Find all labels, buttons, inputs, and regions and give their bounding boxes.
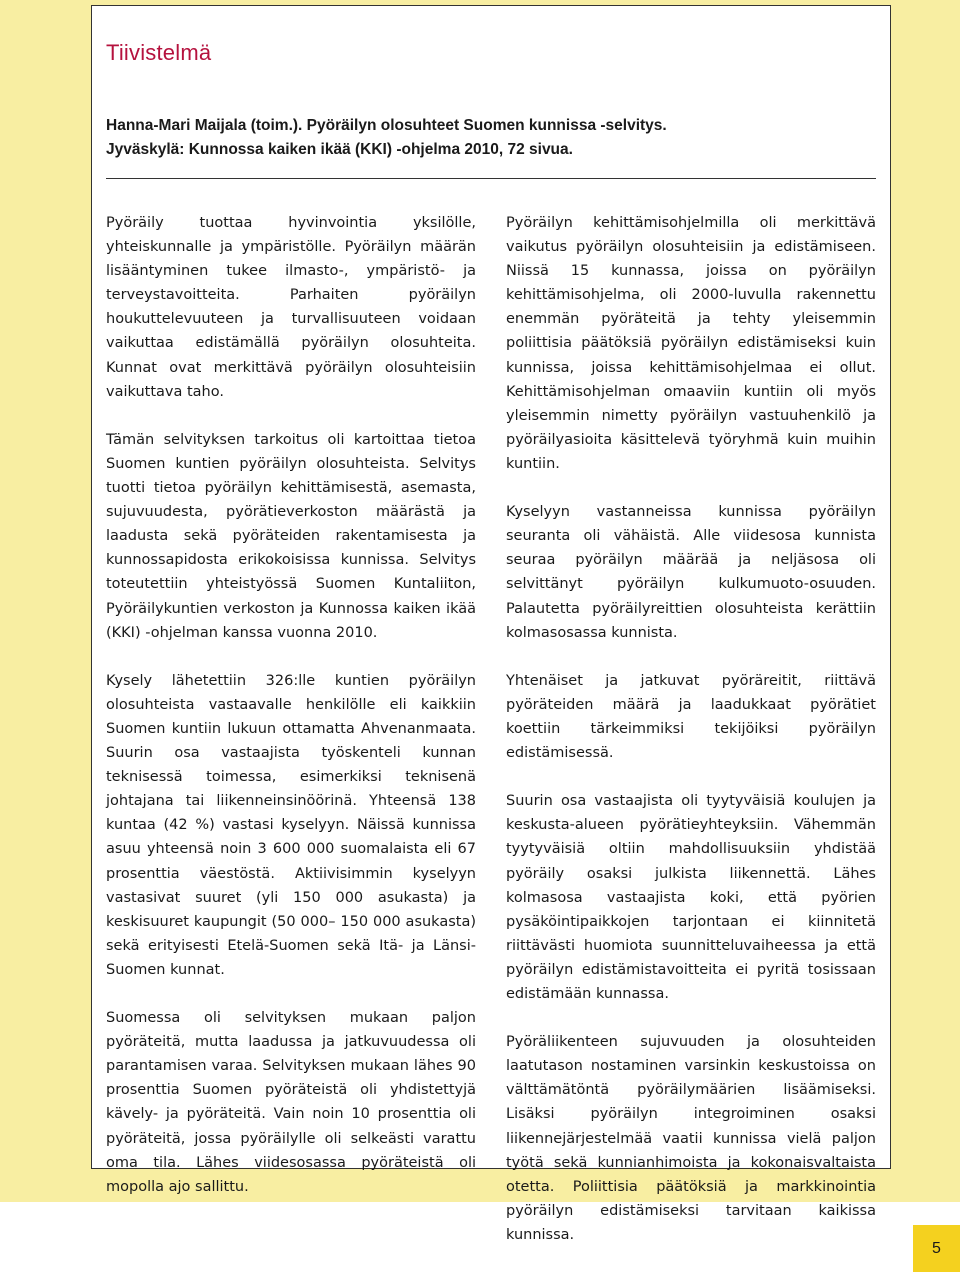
page-number: 5 [913, 1225, 960, 1272]
paragraph: Pyöräily tuottaa hyvinvointia yksilölle, yhteiskunnalle ja ympäristölle. Pyöräilyn määrän lisääntyminen tukee ilmasto-, ympäristö- ja terveystavoitteita. Parhaiten pyöräilyn houkuttelevuuteen ja turvallisuuteen voidaan vaikuttaa edistämällä pyöräilyn olosuhteita. Kunnat ovat merkittävä pyöräilyn olosuhteisiin vaikuttava taho. [106, 215, 476, 400]
left-column [106, 211, 476, 1223]
reference-line-1: Hanna-Mari Maijala (toim.). Pyöräilyn olosuhteet Suomen kunnissa -selvitys. [106, 117, 667, 134]
paragraph: Tämän selvityksen tarkoitus oli kartoittaa tietoa Suomen kuntien pyöräilyn olosuhteista. Selvitys tuotti tietoa pyöräilyn kehittämisestä, asemasta, sujuvuudesta, pyörätieverkoston määrästä ja laadusta sekä pyöräteiden rakentamisesta ja kunnossapidosta erikokoisissa kunnissa. Selvitys toteutettiin yhteistyössä Suomen Kuntaliiton, Pyöräilykuntien verkoston ja Kunnossa kaiken ikää (KKI) -ohjelman kanssa vuonna 2010. [106, 431, 476, 641]
paragraph: Kysely lähetettiin 326:lle kuntien pyöräilyn olosuhteista vastaavalle henkilölle eli kaikkiin Suomen kuntiin lukuun ottamatta Ahvenanmaata. Suurin osa vastaajista työskenteli kunnan teknisessä toimessa, esimerkiksi teknisenä johtajana tai liikenneinsinöörinä. Yhteensä 138 kuntaa (42 %) vastasi kyselyyn. Näissä kunnissa asuu yhteensä noin 3 600 000 suomalaista eli 67 prosenttia väestöstä. Aktiivisimmin kyselyyn vastasivat suuret (yli 150 000 asukasta) ja keskisuuret kaupungit (50 000– 150 000 asukasta) sekä erityisesti Etelä-Suomen sekä Itä- ja Länsi-Suomen kunnat. [106, 672, 476, 978]
page-title: Tiivistelmä [106, 40, 212, 65]
paragraph: Kyselyyn vastanneissa kunnissa pyöräilyn seuranta oli vähäistä. Alle viidesosa kunnista seuraa pyöräilyn määrää ja neljäsosa oli selvittänyt pyöräilyn kulkumuoto-osuuden. Palautetta pyöräilyreittien olosuhteista kerättiin kolmasosassa kunnista. [506, 504, 876, 641]
reference-line-2: Jyväskylä: Kunnossa kaiken ikää (KKI) -ohjelma 2010, 72 sivua. [106, 141, 573, 158]
bibliographic-reference [106, 114, 886, 162]
paragraph: Yhtenäiset ja jatkuvat pyöräreitit, riittävä pyöräteiden määrä ja laadukkaat pyörätiet koettiin tärkeimmiksi tekijöiksi pyöräilyn edistämisessä. [506, 672, 876, 762]
right-column [506, 211, 876, 1271]
divider-rule [106, 178, 876, 179]
paragraph: Pyöräilyn kehittämisohjelmilla oli merkittävä vaikutus pyöräilyn olosuhteisiin ja edistämiseen. Niissä 15 kunnassa, joissa on pyöräilyn kehittämisohjelma, oli 2000-luvulla rakennettu enemmän pyöräteitä ja tehty yleisemmin poliittisia päätöksiä pyöräilyn edistämiseksi kuin kunnissa, joissa kehittämisohjelmaa ei ollut. Kehittämisohjelman omaaviin kuntiin oli myös yleisemmin nimetty pyöräilyn vastuuhenkilö ja pyöräilyasioita käsittelevä työryhmä kuin muihin kuntiin. [506, 215, 876, 472]
paragraph: Suurin osa vastaajista oli tyytyväisiä koulujen ja keskusta-alueen pyörätieyhteyksiin. Vähemmän tyytyväisiä oltiin mahdollisuuksiin yhdistää pyöräily osaksi julkista liikennettä. Lähes kolmasosa vastaajista koki, että pyörien pysäköintipaikkojen tarjontaan ei kiinnitetä riittävästi huomiota suunnitteluvaiheessa ja että pyöräilyn edistämistavoitteita ei pyritä tosissaan edistämään kunnassa. [506, 793, 876, 1002]
paragraph: Pyöräliikenteen sujuvuuden ja olosuhteiden laatutason nostaminen varsinkin keskustoissa on välttämätöntä pyöräilymäärien lisäämiseksi. Lisäksi pyöräilyn integroiminen osaksi liikennejärjestelmää vaatii kunnissa vielä paljon työtä sekä kunnianhimoista ja kokonaisvaltaista otetta. Poliittisia päätöksiä ja markkinointia pyöräilyn edistämiseksi tarvitaan kaikissa kunnissa. [506, 1034, 876, 1243]
paragraph: Suomessa oli selvityksen mukaan paljon pyöräteitä, mutta laadussa ja jatkuvuudessa oli parantamisen varaa. Selvityksen mukaan lähes 90 prosenttia Suomen pyöräteistä oli yhdistettyjä kävely- ja pyöräteitä. Vain noin 10 prosenttia oli pyöräteitä, jossa pyöräilylle oli selkeästi varattu oma tila. Lähes viidesosassa pyöräteistä oli mopolla ajo sallittu. [106, 1010, 476, 1195]
